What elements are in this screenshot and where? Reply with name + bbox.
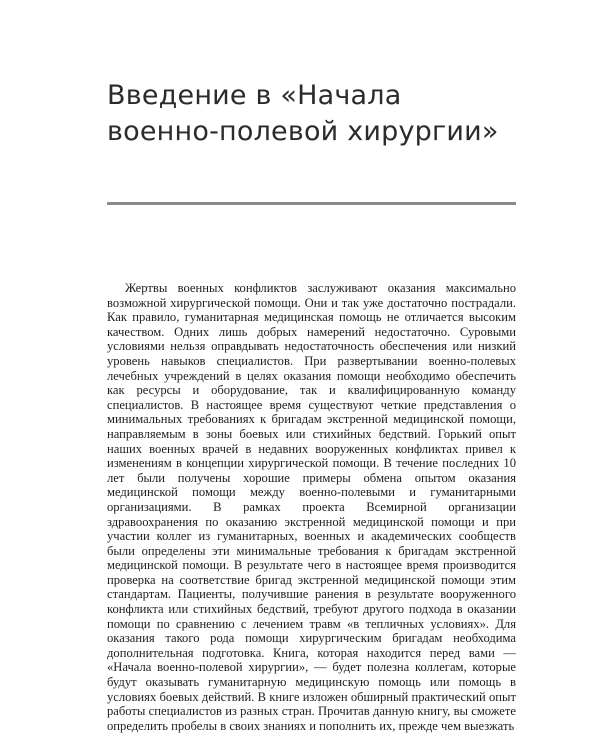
chapter-title-line-1: Введение в «Начала <box>107 80 402 111</box>
body-paragraph: Жертвы военных конфликтов заслуживают оказания максимально возможной хирургической помощи. Они и так уже достаточно пострадали. Как правило, гуманитарная медицинская помощь не отличается высоким качеством. Одних лишь добрых намерений недостаточно. Суровыми условиями нельзя оправдывать недостаточность обеспечения или низкий уровень навыков специалистов. При развертывании военно-полевых лечебных учреждений в целях оказания помощи необходимо обеспечить как ресурсы и оборудование, так и квалифицированную команду специалистов. В настоящее время существуют четкие представления о минимальных требованиях к бригадам экстренной медицинской помощи, направляемым в зоны боевых или стихийных бедствий. Горький опыт наших военных врачей в недавних вооруженных конфликтах привел к изменениям в концепции хирургической помощи. В течение последних 10 лет были получены хорошие примеры обмена опытом оказания медицинской помощи между военно-полевыми и гуманитарными организациями. В рамках проекта Всемирной организации здравоохранения по оказанию экстренной медицинской помощи и при участии коллег из гуманитарных, военных и академических сообществ были определены эти минимальные требования к бригадам экстренной медицинской помощи. В результате чего в настоящее время производится проверка на соответствие бригад экстренной медицинской помощи этим стандартам. Пациенты, получившие ранения в результате вооруженного конфликта или стихийных бедствий, требуют другого подхода в оказании помощи по сравнению с лечением травм «в тепличных условиях». Для оказания такого рода помощи хирургическим бригадам необходима дополнительная подготовка. Книга, которая находится перед вами — «Начала военно-полевой хирургии», — будет полезна коллегам, которые будут оказывать гуманитарную медицинскую помощь или помощь в условиях боевых действий. В книге изложен обширный практический опыт работы специалистов из разных стран. Прочитав данную книгу, вы сможете определить пробелы в своих знаниях и пополнить их, прежде чем выезжать <box>107 281 516 733</box>
chapter-title <box>107 78 527 150</box>
title-divider <box>107 202 516 205</box>
chapter-title-line-2: военно-полевой хирургии» <box>107 116 499 147</box>
